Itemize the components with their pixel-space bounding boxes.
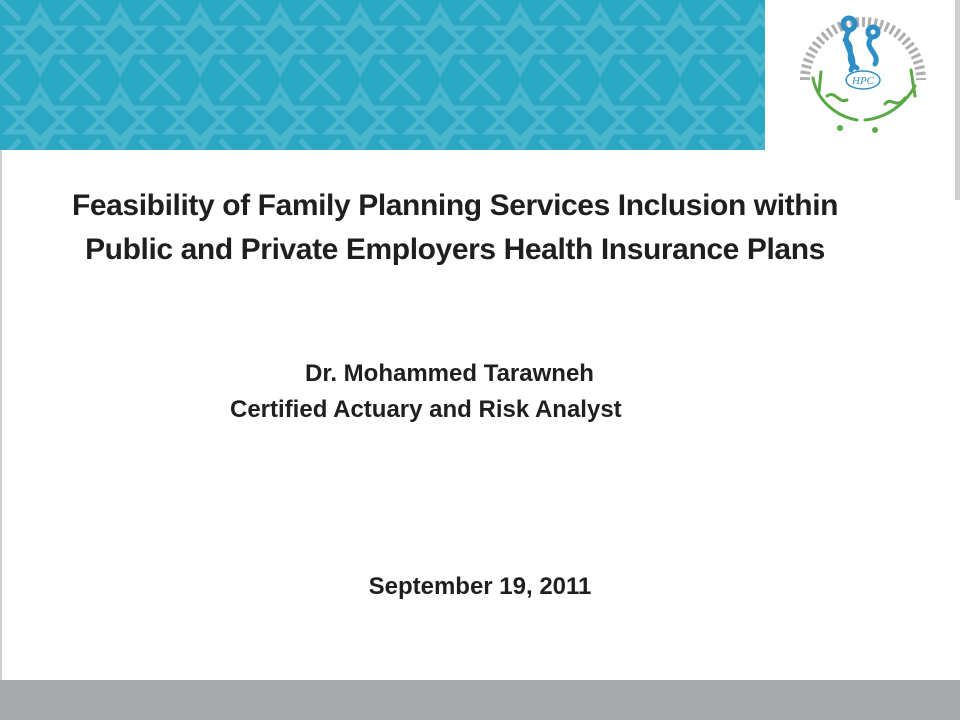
right-edge-shadow [955, 0, 960, 200]
author-block [230, 356, 730, 428]
presentation-date: September 19, 2011 [368, 573, 592, 600]
logo-text: HPC [852, 75, 874, 87]
author-role: Certified Actuary and Risk Analyst [230, 396, 622, 423]
slide-title: Feasibility of Family Planning Services Inclusion within Public and Private Employers Health Insurance Plans [71, 189, 839, 266]
author-name: Dr. Mohammed Tarawneh [305, 360, 594, 387]
footer-band [0, 680, 960, 720]
logo-panel [765, 0, 960, 150]
geometric-pattern [0, 0, 765, 150]
header-pattern-band [0, 0, 765, 150]
hpc-logo-icon [765, 0, 960, 150]
left-edge-shadow [0, 150, 2, 680]
